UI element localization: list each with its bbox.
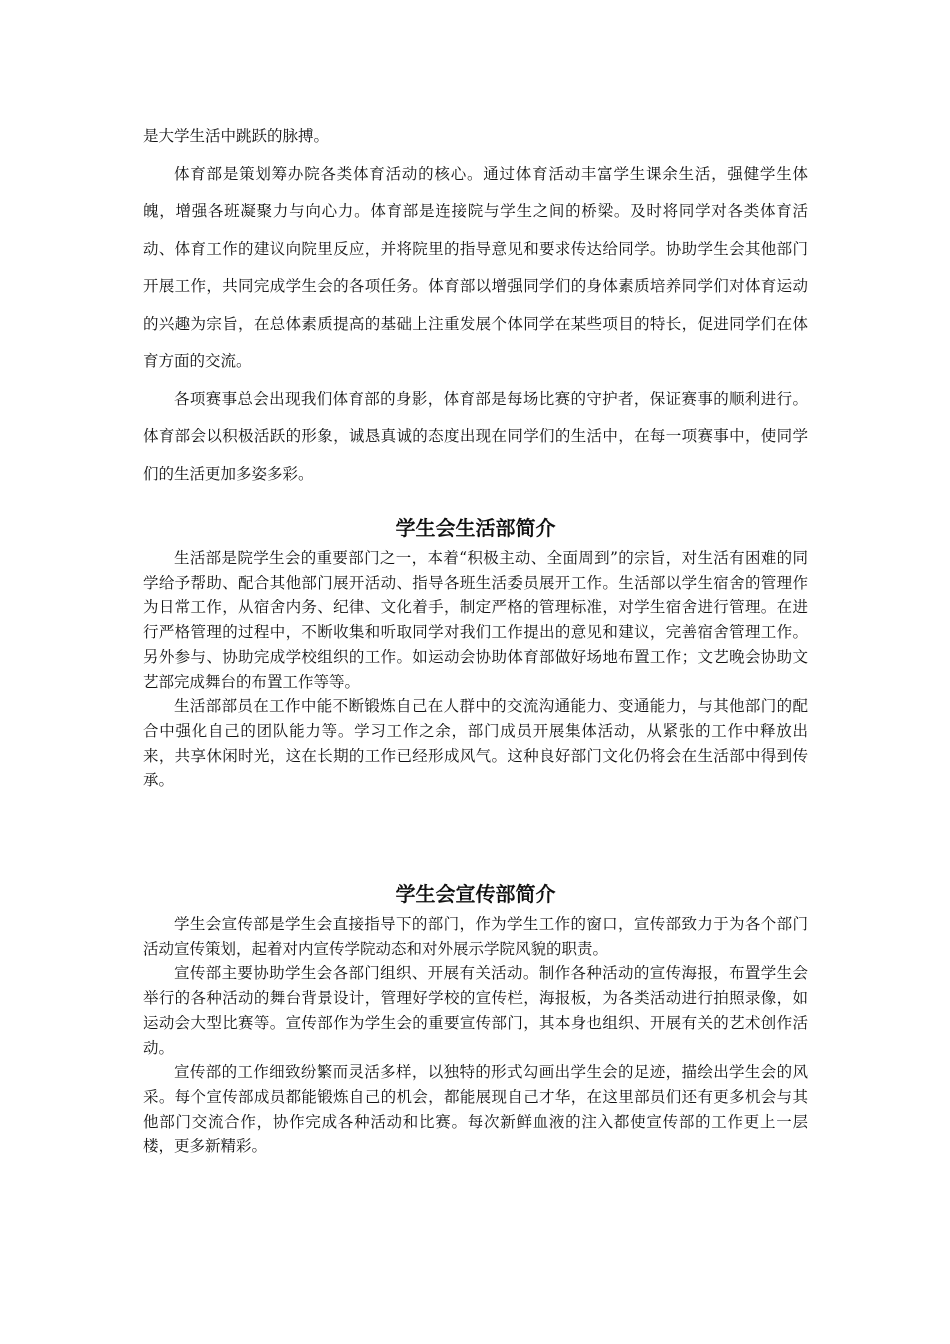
life-department-section bbox=[143, 510, 808, 793]
paragraph: 生活部部员在工作中能不断锻炼自己在人群中的交流沟通能力、变通能力，与其他部门的配合中强化自己的团队能力等。学习工作之余，部门成员开展集体活动，从紧张的工作中释放出来，共享休闲时光，这在长期的工作已经形成风气。这种良好部门文化仍将会在生活部中得到传承。 bbox=[143, 697, 808, 790]
paragraph: 生活部是院学生会的重要部门之一，本着“积极主动、全面周到”的宗旨，对生活有困难的同学给予帮助、配合其他部门展开活动、指导各班生活委员展开工作。生活部以学生宿舍的管理作为日常工作，从宿舍内务、纪律、文化着手，制定严格的管理标准，对学生宿舍进行管理。在进行严格管理的过程中，不断收集和听取同学对我们工作提出的意见和建议，完善宿舍管理工作。另外参与、协助完成学校组织的工作。如运动会协助体育部做好场地布置工作；文艺晚会协助文艺部完成舞台的布置工作等等。 bbox=[143, 549, 808, 691]
sports-department-section bbox=[143, 118, 808, 493]
paragraph: 宣传部的工作细致纷繁而灵活多样，以独特的形式勾画出学生会的足迹，描绘出学生会的风采。每个宣传部成员都能锻炼自己的机会，都能展现自己才华，在这里部员们还有更多机会与其他部门交流合作，协作完成各种活动和比赛。每次新鲜血液的注入都使宣传部的工作更上一层楼，更多新精彩。 bbox=[143, 1063, 808, 1156]
paragraph: 是大学生活中跳跃的脉搏。 bbox=[143, 127, 330, 145]
publicity-department-section bbox=[143, 876, 808, 1159]
section-title: 学生会生活部简介 bbox=[395, 516, 556, 540]
paragraph: 体育部是策划筹办院各类体育活动的核心。通过体育活动丰富学生课余生活，强健学生体魄，增强各班凝聚力与向心力。体育部是连接院与学生之间的桥梁。及时将同学对各类体育活动、体育工作的建议向院里反应，并将院里的指导意见和要求传达给同学。协助学生会其他部门开展工作，共同完成学生会的各项任务。体育部以增强同学们的身体素质培养同学们对体育运动的兴趣为宗旨，在总体素质提高的基础上注重发展个体同学在某些项目的特长，促进同学们在体育方面的交流。 bbox=[143, 164, 808, 370]
section-title: 学生会宣传部简介 bbox=[395, 882, 556, 906]
paragraph: 学生会宣传部是学生会直接指导下的部门，作为学生工作的窗口，宣传部致力于为各个部门活动宣传策划，起着对内宣传学院动态和对外展示学院风貌的职责。 bbox=[143, 915, 808, 958]
paragraph: 宣传部主要协助学生会各部门组织、开展有关活动。制作各种活动的宣传海报，布置学生会举行的各种活动的舞台背景设计，管理好学校的宣传栏，海报板，为各类活动进行拍照录像，如运动会大型比赛等。宣传部作为学生会的重要宣传部门，其本身也组织、开展有关的艺术创作活动。 bbox=[143, 964, 808, 1057]
paragraph: 各项赛事总会出现我们体育部的身影，体育部是每场比赛的守护者，保证赛事的顺利进行。体育部会以积极活跃的形象，诚恳真诚的态度出现在同学们的生活中，在每一项赛事中，使同学们的生活更加多姿多彩。 bbox=[143, 389, 808, 483]
